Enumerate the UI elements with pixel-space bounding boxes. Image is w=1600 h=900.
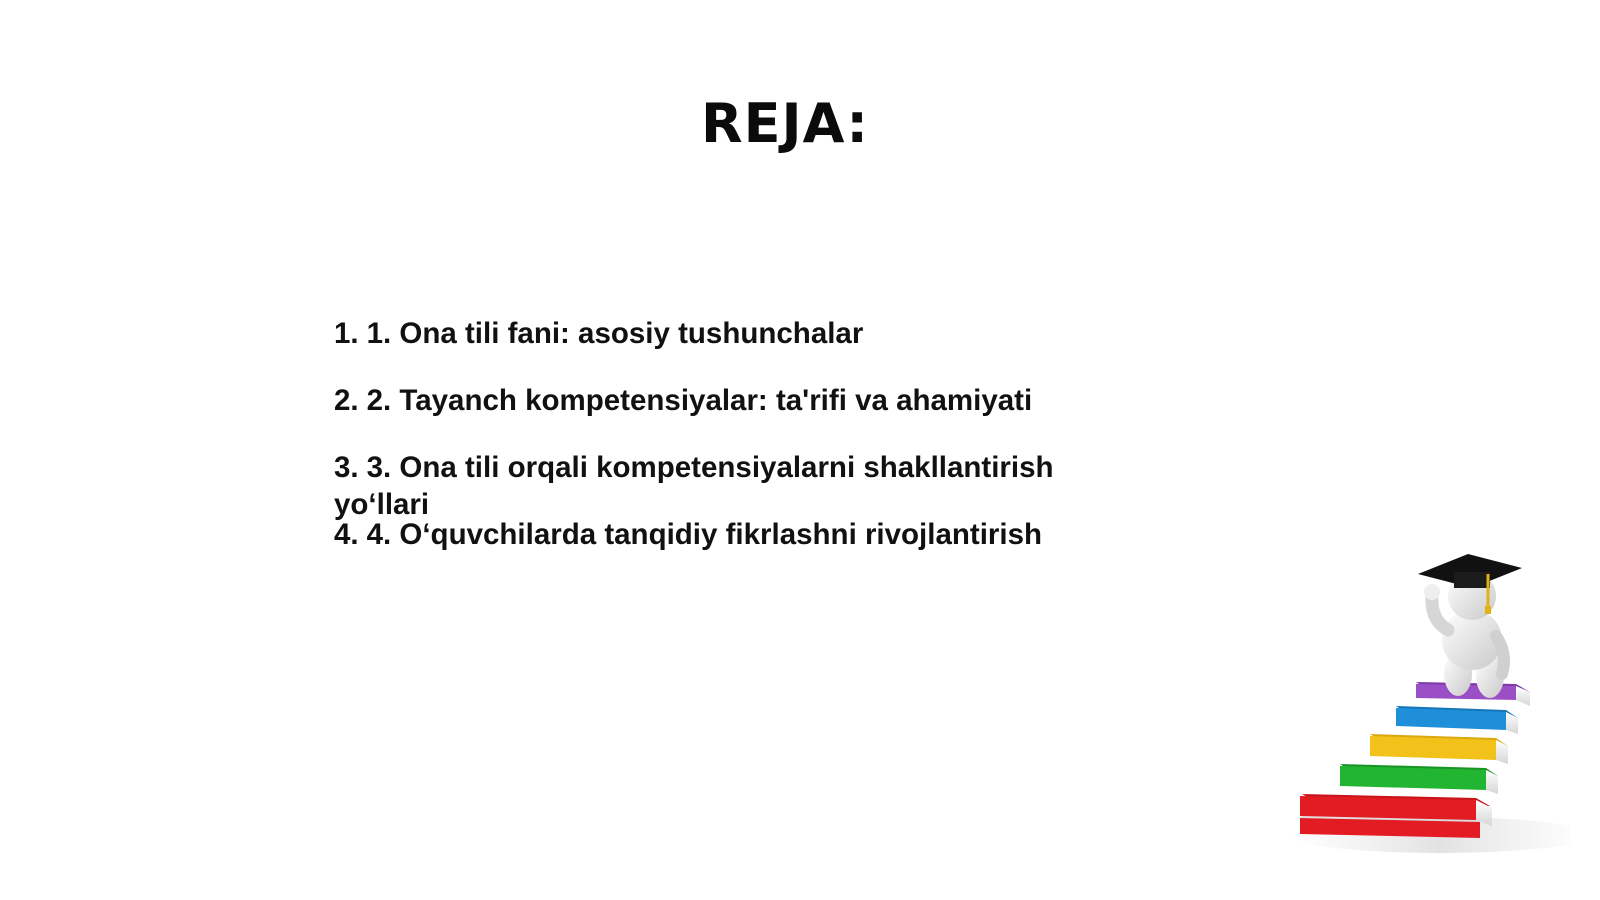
green-book (1340, 764, 1498, 794)
purple-book (1416, 682, 1530, 706)
plan-item-text: 2. Tayanch kompetensiyalar: ta'rifi va ahamiyati (366, 384, 1033, 417)
plan-item-number: 3. (334, 451, 359, 484)
plan-item-number: 2. (334, 384, 359, 417)
slide-title-text: REJA: (701, 92, 869, 155)
plan-item-text: 4. O‘quvchilarda tanqidiy fikrlashni rivojlantirish (366, 518, 1042, 551)
slide-title (0, 92, 1600, 155)
plan-item-3 (334, 449, 1114, 523)
graduate-illustration-svg (1240, 550, 1570, 870)
graduate-on-books-icon (1240, 550, 1570, 870)
plan-item-number: 1. (334, 317, 359, 350)
graduate-figure (1418, 554, 1522, 698)
yellow-book (1370, 734, 1508, 764)
plan-item-text: 3. Ona tili orqali kompetensiyalarni shakllantirish yo‘llari (334, 451, 1054, 521)
red-book (1300, 794, 1492, 838)
plan-item-2 (334, 382, 1114, 419)
plan-item-number: 4. (334, 518, 359, 551)
plan-item-1 (334, 315, 1114, 352)
plan-item-text: 1. Ona tili fani: asosiy tushunchalar (366, 317, 864, 350)
plan-item-4 (334, 516, 1114, 553)
blue-book (1396, 706, 1518, 734)
